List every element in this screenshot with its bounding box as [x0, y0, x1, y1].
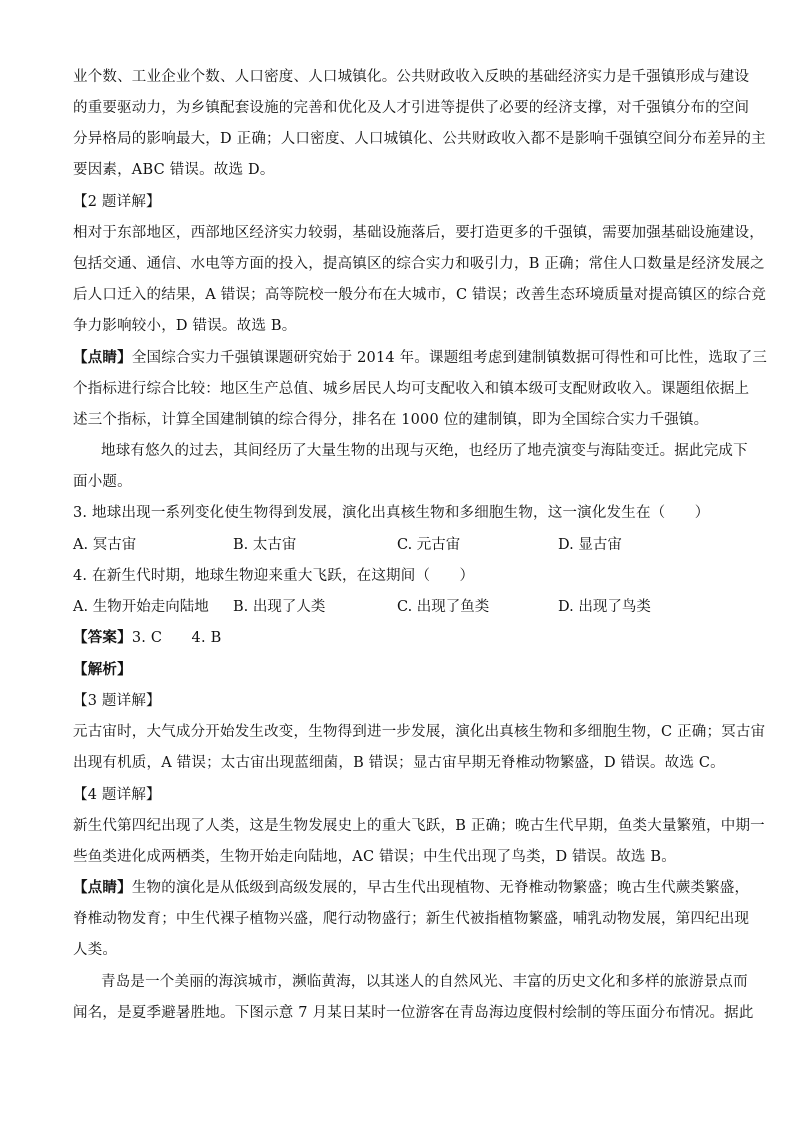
q3-option-b: B. 太古宙 [233, 537, 297, 553]
answer-label: 【答案】 [73, 629, 132, 646]
q3-para-line-2: 出现有机质，A 错误；太古宙出现蓝细菌，B 错误；显古宙早期无脊椎动物繁盛，D 错误。故选 C。 [73, 755, 725, 771]
answer-line [73, 628, 221, 648]
intro-line-2: 面小题。 [73, 474, 132, 490]
q4-option-d: D. 出现了鸟类 [558, 599, 651, 615]
q2-para-line-1: 相对于东部地区，西部地区经济实力较弱，基础设施落后，要打造更多的千强镇，需要加强基础设施建设， [73, 225, 764, 241]
q4-header: 【4 题详解】 [73, 787, 161, 803]
para1-line-2: 的重要驱动力，为乡镇配套设施的完善和优化及人才引进等提供了必要的经济支撑，对千强镇分布的空间 [73, 100, 750, 116]
para1-line-3: 分异格局的影响最大，D 正确；人口密度、人口城镇化、公共财政收入都不是影响千强镇空间分布差异的主 [73, 131, 766, 147]
q3-option-a: A. 冥古宙 [73, 537, 137, 553]
qingdao-line-2: 闻名，是夏季避暑胜地。下图示意 7 月某日某时一位游客在青岛海边度假村绘制的等压面分布情况。据此 [73, 1005, 754, 1021]
answer-text: 3. C 4. B [131, 630, 222, 646]
q4-para-line-2: 些鱼类进化成两栖类，生物开始走向陆地，AC 错误；中生代出现了鸟类，D 错误。故选 B。 [73, 849, 676, 865]
q4-stem: 4. 在新生代时期，地球生物迎来重大飞跃，在这期间（ ） [73, 568, 475, 584]
dianjing2-label: 【点睛】 [73, 879, 132, 896]
dianjing2-line-1 [73, 878, 749, 898]
dianjing2-text-1: 生物的演化是从低级到高级发展的，早古生代出现植物、无脊椎动物繁盛；晚古生代蕨类繁盛， [131, 880, 750, 896]
dianjing1-line-2: 个指标进行综合比较：地区生产总值、城乡居民人均可支配收入和镇本级可支配财政收入。课题组依据上 [73, 381, 750, 397]
dianjing2-line-2: 脊椎动物发育；中生代裸子植物兴盛，爬行动物盛行；新生代被指植物繁盛，哺乳动物发展，第四纪出现 [73, 911, 750, 927]
dianjing2-line-3: 人类。 [73, 942, 118, 958]
q3-para-line-1: 元古宙时，大气成分开始发生改变，生物得到进一步发展，演化出真核生物和多细胞生物，C 正确；冥古宙 [73, 724, 766, 740]
q4-option-c: C. 出现了鱼类 [397, 599, 490, 615]
q3-stem: 3. 地球出现一系列变化使生物得到发展，演化出真核生物和多细胞生物，这一演化发生在（ ） [73, 505, 710, 521]
analysis-label: 【解析】 [73, 661, 132, 678]
q4-para-line-1: 新生代第四纪出现了人类，这是生物发展史上的重大飞跃，B 正确；晚古生代早期，鱼类大量繁殖，中期一 [73, 818, 765, 834]
qingdao-line-1: 青岛是一个美丽的海滨城市，濒临黄海，以其迷人的自然风光、丰富的历史文化和多样的旅游景点而 [101, 974, 748, 990]
para1-line-1: 业个数、工业企业个数、人口密度、人口城镇化。公共财政收入反映的基础经济实力是千强镇形成与建设 [73, 69, 750, 85]
q3-option-d: D. 显古宙 [558, 537, 622, 553]
q2-header: 【2 题详解】 [73, 194, 161, 210]
q2-para-line-4: 争力影响较小，D 错误。故选 B。 [73, 318, 297, 334]
para1-line-4: 要因素，ABC 错误。故选 D。 [73, 162, 275, 178]
q4-option-b: B. 出现了人类 [233, 599, 326, 615]
dianjing1-text-1: 全国综合实力千强镇课题研究始于 2014 年。课题组考虑到建制镇数据可得性和可比性，选取了三 [131, 350, 768, 366]
dianjing1-label: 【点睛】 [73, 349, 132, 366]
dianjing1-line-1 [73, 348, 767, 368]
q3-header: 【3 题详解】 [73, 693, 161, 709]
q2-para-line-3: 后人口迁入的结果，A 错误；高等院校一般分布在大城市，C 错误；改善生态环境质量对提高镇区的综合竞 [73, 287, 767, 303]
q2-para-line-2: 包括交通、通信、水电等方面的投入，提高镇区的综合实力和吸引力，B 正确；常住人口数量是经济发展之 [73, 256, 765, 272]
q3-option-c: C. 元古宙 [397, 537, 461, 553]
intro-line-1: 地球有悠久的过去，其间经历了大量生物的出现与灭绝，也经历了地壳演变与海陆变迁。据此完成下 [101, 443, 748, 459]
dianjing1-line-3: 述三个指标，计算全国建制镇的综合得分，排名在 1000 位的建制镇，即为全国综合实力千强镇。 [73, 412, 709, 428]
q4-option-a: A. 生物开始走向陆地 [73, 599, 209, 615]
